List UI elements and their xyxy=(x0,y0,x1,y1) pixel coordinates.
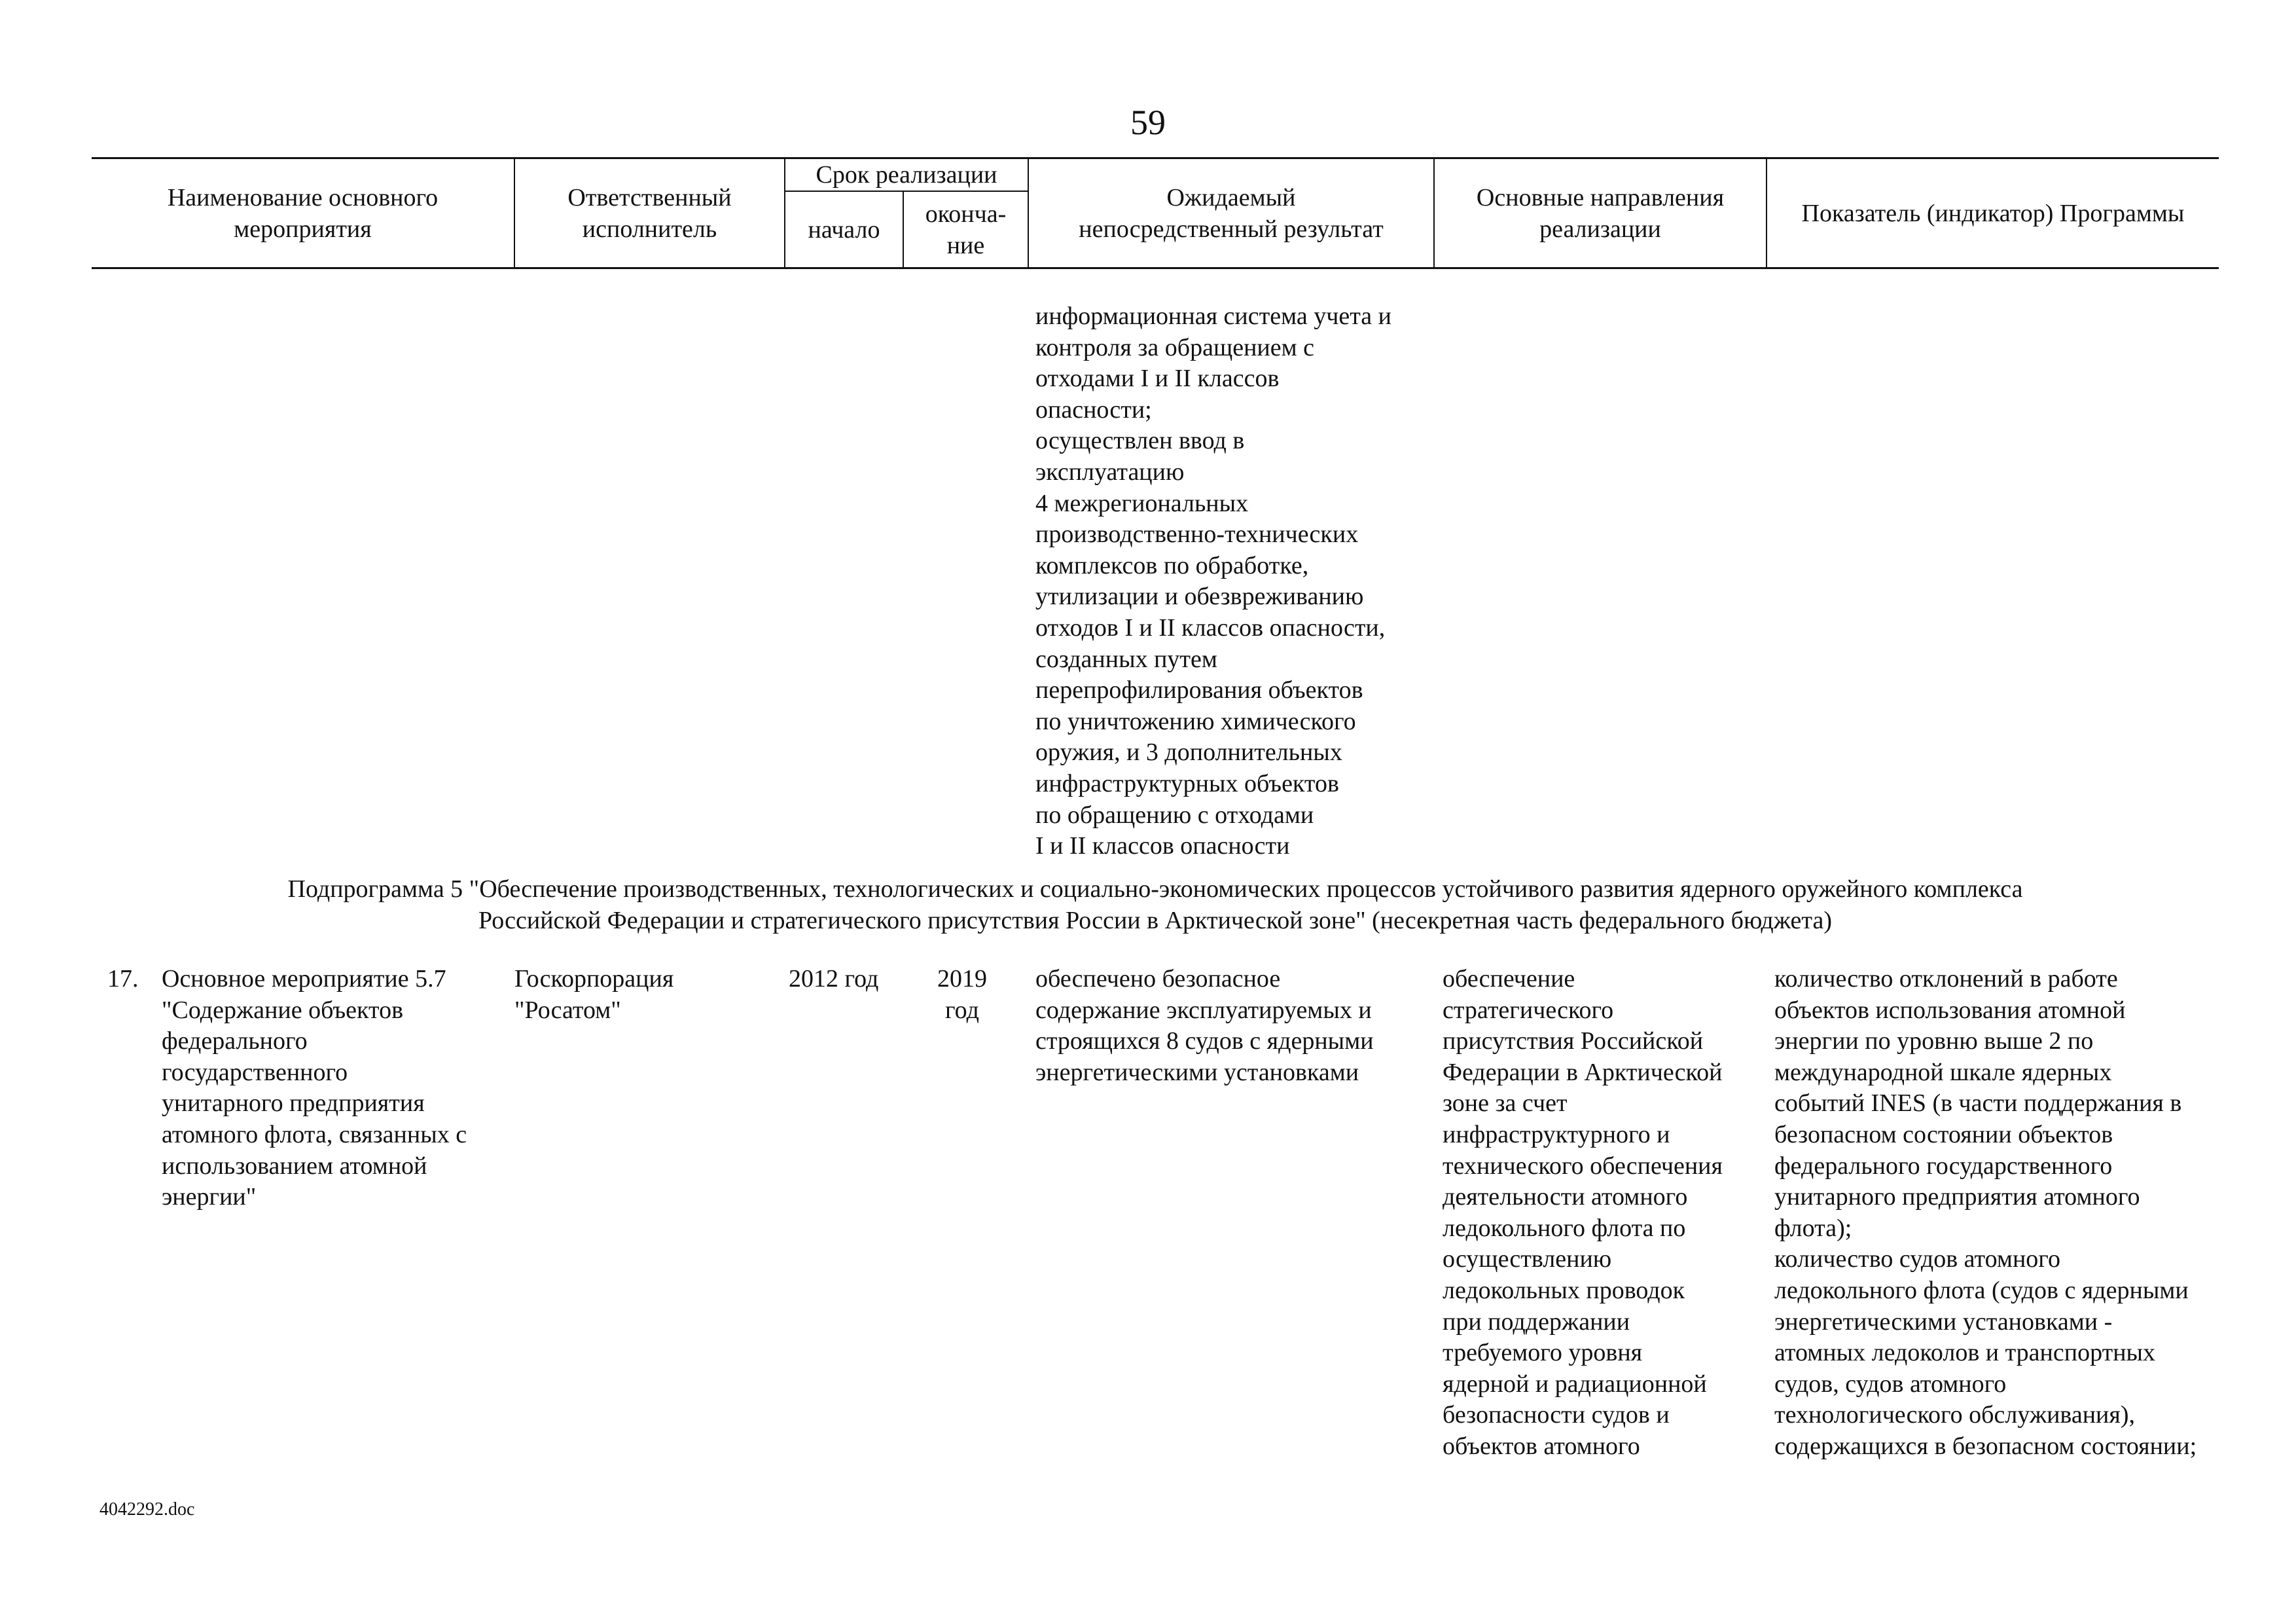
row-executor: Госкорпорация "Росатом" xyxy=(514,965,674,1024)
header-term xyxy=(785,159,1028,191)
header-start xyxy=(785,192,903,267)
header-term-label: Срок реализации xyxy=(816,161,997,189)
page-number: 59 xyxy=(1130,103,1166,142)
header-indicator xyxy=(1767,159,2219,267)
header-executor xyxy=(515,159,784,267)
continuation-result-text: информационная система учета и контроля за обращением с отходами I и II классов опасности; осуществлен ввод в эксплуатацию 4 межрегиональных производственно-технических комплексов по обработке, утилизации и обезвреживанию отходов I и II классов опасности, созданных путем перепрофилирования объектов по уничтожению химического оружия, и 3 дополнительных инфраструктурных объектов по обращению с отходами I и II классов опасности xyxy=(1035,302,1392,860)
header-name xyxy=(92,159,514,267)
header-directions xyxy=(1435,159,1766,267)
row-start: 2012 год xyxy=(789,965,879,993)
row-name: Основное мероприятие 5.7 "Содержание объектов федерального государственного унитарного предприятия атомного флота, связанных с использованием атомной энергии" xyxy=(162,965,467,1211)
header-result xyxy=(1029,159,1433,267)
header-name-label: Наименование основного мероприятия xyxy=(167,183,439,243)
header-directions-label: Основные направления реализации xyxy=(1476,183,1725,243)
row-end: 2019 год xyxy=(937,965,987,1024)
header-start-label: начало xyxy=(808,215,880,244)
row-indicator: количество отклонений в работе объектов использования атомной энергии по уровню выше 2 по международной шкале ядерных событий INES (в части поддержания в безопасном состоянии объектов федерального государственного унитарного предприятия атомного флота); количество судов атомного ледокольного флота (судов с ядерными энергетическими установками - атомных ледоколов и транспортных судов, судов атомного технологического обслуживания), содержащихся в безопасном состоянии; xyxy=(1774,965,2197,1460)
subprogram-title: Подпрограмма 5 "Обеспечение производственных, технологических и социально-экономических процессов устойчивого развития ядерного оружейного комплекса Российской Федерации и стратегического присутствия России в Арктической зоне" (несекретная часть федерального бюджета) xyxy=(287,875,2023,934)
footer-doc-id: 4042292.doc xyxy=(99,1499,195,1520)
table-header-bottom-rule xyxy=(92,267,2219,269)
header-indicator-label: Показатель (индикатор) Программы xyxy=(1801,199,2185,227)
header-end xyxy=(904,192,1028,267)
row-result: обеспечено безопасное содержание эксплуатируемых и строящихся 8 судов с ядерными энергетическими установками xyxy=(1035,965,1374,1086)
header-executor-label: Ответственный исполнитель xyxy=(567,183,732,243)
header-result-label: Ожидаемый непосредственный результат xyxy=(1079,183,1384,243)
header-end-label: оконча- ние xyxy=(925,200,1007,259)
row-number: 17. xyxy=(107,965,139,993)
row-directions: обеспечение стратегического присутствия Российской Федерации в Арктической зоне за счет инфраструктурного и технического обеспечения деятельности атомного ледокольного флота по осуществлению ледокольных проводок при поддержании требуемого уровня ядерной и радиационной безопасности судов и объектов атомного xyxy=(1443,965,1723,1460)
